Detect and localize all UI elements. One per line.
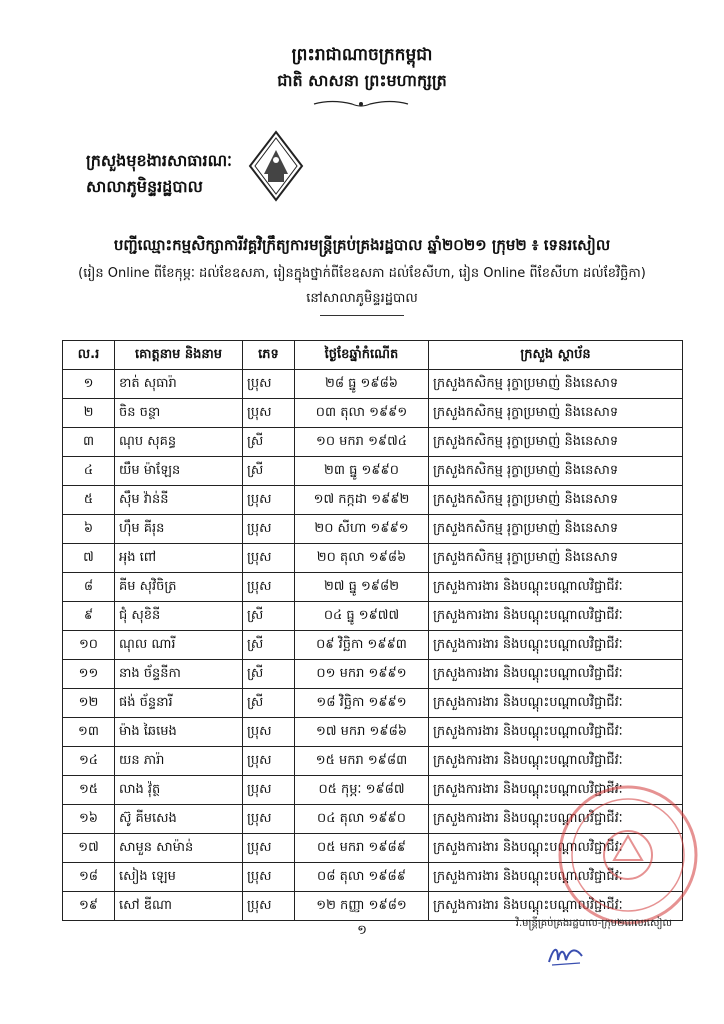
cell-sex: ប្រុស: [243, 863, 295, 892]
file-reference: វិ.មន្ត្រីគ្រប់គ្រងរដ្ឋបាល-ក្រុម២ពេលរសៀល: [515, 918, 672, 929]
table-row: [63, 544, 683, 573]
cell-ministry: ក្រសួងការងារ និងបណ្តុះបណ្តាលវិជ្ជាជីវៈ: [429, 660, 683, 689]
cell-ministry: ក្រសួងការងារ និងបណ្តុះបណ្តាលវិជ្ជាជីវៈ: [429, 689, 683, 718]
cell-ministry: ក្រសួងកសិកម្ម រុក្ខាប្រមាញ់ និងនេសាទ: [429, 428, 683, 457]
table-row: [63, 602, 683, 631]
cell-number: ៣: [63, 428, 115, 457]
cell-name: ហ៊ឹម គីរុន: [115, 515, 243, 544]
table-row: [63, 457, 683, 486]
document-location: នៅសាលាភូមិន្ទរដ្ឋបាល: [306, 291, 418, 306]
cell-name: ស៊ូ គីមសេង: [115, 805, 243, 834]
ornament-divider-icon: [312, 99, 410, 109]
cell-number: ៨: [63, 573, 115, 602]
cell-sex: ប្រុស: [243, 892, 295, 921]
cell-name: លាង វ៉ុត្ថ: [115, 776, 243, 805]
cell-name: ណុប សុគន្ធ: [115, 428, 243, 457]
cell-dob: ០៥ កុម្ភៈ ១៩៨៧: [295, 776, 429, 805]
cell-number: ១៣: [63, 718, 115, 747]
table-row: [63, 660, 683, 689]
cell-number: ៤: [63, 457, 115, 486]
cell-dob: ០៣ តុលា ១៩៩១: [295, 399, 429, 428]
school-name: សាលាភូមិន្ទរដ្ឋបាល: [86, 177, 203, 196]
cell-name: ម៉ាង ឆៃមេង: [115, 718, 243, 747]
cell-number: ១: [63, 370, 115, 399]
cell-number: ៧: [63, 544, 115, 573]
cell-dob: ០១ មករា ១៩៩១: [295, 660, 429, 689]
table-row: [63, 428, 683, 457]
cell-dob: ០៤ តុលា ១៩៩០: [295, 805, 429, 834]
cell-name: សៀង ឡេម: [115, 863, 243, 892]
cell-dob: ២៣ ធ្នូ ១៩៩០: [295, 457, 429, 486]
cell-dob: ១០ មករា ១៩៧៤: [295, 428, 429, 457]
cell-number: ១២: [63, 689, 115, 718]
cell-number: ១០: [63, 631, 115, 660]
cell-ministry: ក្រសួងកសិកម្ម រុក្ខាប្រមាញ់ និងនេសាទ: [429, 457, 683, 486]
cell-sex: ប្រុស: [243, 515, 295, 544]
school-emblem-icon: [248, 130, 304, 202]
col-header-number: ល.រ: [63, 341, 115, 370]
table-row: [63, 370, 683, 399]
cell-ministry: ក្រសួងការងារ និងបណ្តុះបណ្តាលវិជ្ជាជីវៈ: [429, 747, 683, 776]
cell-number: ១៤: [63, 747, 115, 776]
cell-dob: ១២ កញ្ញា ១៩៨១: [295, 892, 429, 921]
table-row: [63, 631, 683, 660]
cell-number: ១៧: [63, 834, 115, 863]
cell-name: ស៊ឹម វ៉ាន់នី: [115, 486, 243, 515]
signature-icon: [546, 942, 586, 968]
cell-number: ៩: [63, 602, 115, 631]
cell-name: នាង ច័ន្ទនីកា: [115, 660, 243, 689]
table-header-row: [63, 341, 683, 370]
cell-name: គីម សុវិចិត្រ: [115, 573, 243, 602]
document-title: បញ្ជីឈ្មោះកម្មសិក្សាការីវគ្គវិក្រឹត្យការមន្ត្រីគ្រប់គ្រងរដ្ឋបាល ឆ្នាំ២០២១ ក្រុម២ ៖ ទេនរសៀល: [113, 236, 611, 254]
col-header-name: គោត្តនាម និងនាម: [115, 341, 243, 370]
cell-ministry: ក្រសួងការងារ និងបណ្តុះបណ្តាលវិជ្ជាជីវៈ: [429, 573, 683, 602]
cell-sex: ប្រុស: [243, 370, 295, 399]
col-header-dob: ថ្ងៃខែឆ្នាំកំណើត: [295, 341, 429, 370]
document-subtitle: (រៀន Online ពីខែកុម្ភៈ ដល់ខែឧសភា, រៀនក្នុងថ្នាក់ពីខែឧសភា ដល់ខែសីហា, រៀន Online ពីខែសីហា ដល់ខែវិច្ឆិកា): [78, 266, 646, 281]
cell-sex: ស្រី: [243, 602, 295, 631]
cell-name: ចិន ចន្ថា: [115, 399, 243, 428]
cell-ministry: ក្រសួងកសិកម្ម រុក្ខាប្រមាញ់ និងនេសាទ: [429, 515, 683, 544]
table-row: [63, 399, 683, 428]
cell-ministry: ក្រសួងការងារ និងបណ្តុះបណ្តាលវិជ្ជាជីវៈ: [429, 834, 683, 863]
cell-ministry: ក្រសួងការងារ និងបណ្តុះបណ្តាលវិជ្ជាជីវៈ: [429, 631, 683, 660]
cell-sex: ប្រុស: [243, 573, 295, 602]
cell-sex: ស្រី: [243, 689, 295, 718]
col-header-sex: ភេទ: [243, 341, 295, 370]
table-row: [63, 747, 683, 776]
cell-name: យន ភារ៉ា: [115, 747, 243, 776]
table-row: [63, 573, 683, 602]
cell-number: ១១: [63, 660, 115, 689]
kingdom-heading: ព្រះរាជាណាចក្រកម្ពុជា: [291, 45, 433, 65]
cell-ministry: ក្រសួងការងារ និងបណ្តុះបណ្តាលវិជ្ជាជីវៈ: [429, 602, 683, 631]
cell-dob: ១៨ វិច្ឆិកា ១៩៩១: [295, 689, 429, 718]
cell-dob: ១៧ មករា ១៩៨៦: [295, 718, 429, 747]
cell-dob: ២០ សីហា ១៩៩១: [295, 515, 429, 544]
col-header-ministry: ក្រសួង ស្ថាប័ន: [429, 341, 683, 370]
table-row: [63, 718, 683, 747]
cell-ministry: ក្រសួងការងារ និងបណ្តុះបណ្តាលវិជ្ជាជីវៈ: [429, 892, 683, 921]
cell-number: ៥: [63, 486, 115, 515]
cell-name: អុង ពៅ: [115, 544, 243, 573]
cell-sex: ប្រុស: [243, 805, 295, 834]
cell-sex: ស្រី: [243, 660, 295, 689]
cell-sex: ស្រី: [243, 457, 295, 486]
cell-number: ១៦: [63, 805, 115, 834]
cell-name: ខាត់ សុធារ៉ា: [115, 370, 243, 399]
cell-ministry: ក្រសួងការងារ និងបណ្តុះបណ្តាលវិជ្ជាជីវៈ: [429, 718, 683, 747]
cell-dob: ១៧ កក្កដា ១៩៩២: [295, 486, 429, 515]
cell-dob: ២០ តុលា ១៩៨៦: [295, 544, 429, 573]
cell-sex: ប្រុស: [243, 486, 295, 515]
cell-dob: ១៥ មករា ១៩៨៣: [295, 747, 429, 776]
table-row: [63, 689, 683, 718]
cell-dob: ០៥ មករា ១៩៨៩: [295, 834, 429, 863]
table-row: [63, 486, 683, 515]
cell-sex: ប្រុស: [243, 718, 295, 747]
title-underline: [320, 315, 404, 316]
cell-dob: ០៩ វិច្ឆិកា ១៩៩៣: [295, 631, 429, 660]
cell-dob: ០៨ តុលា ១៩៨៩: [295, 863, 429, 892]
cell-name: ណុល ណារី: [115, 631, 243, 660]
cell-sex: ស្រី: [243, 428, 295, 457]
cell-ministry: ក្រសួងការងារ និងបណ្តុះបណ្តាលវិជ្ជាជីវៈ: [429, 805, 683, 834]
cell-ministry: ក្រសួងការងារ និងបណ្តុះបណ្តាលវិជ្ជាជីវៈ: [429, 863, 683, 892]
cell-ministry: ក្រសួងកសិកម្ម រុក្ខាប្រមាញ់ និងនេសាទ: [429, 370, 683, 399]
cell-name: យឹម ម៉ាឡែន: [115, 457, 243, 486]
cell-dob: ០៤ ធ្នូ ១៩៧៧: [295, 602, 429, 631]
cell-ministry: ក្រសួងកសិកម្ម រុក្ខាប្រមាញ់ និងនេសាទ: [429, 544, 683, 573]
ministry-block: [86, 148, 232, 200]
cell-number: ១៩: [63, 892, 115, 921]
cell-number: ៦: [63, 515, 115, 544]
cell-number: ១៨: [63, 863, 115, 892]
cell-sex: ប្រុស: [243, 399, 295, 428]
cell-name: សៅ ឌីណា: [115, 892, 243, 921]
cell-ministry: ក្រសួងកសិកម្ម រុក្ខាប្រមាញ់ និងនេសាទ: [429, 399, 683, 428]
ministry-name: ក្រសួងមុខងារសាធារណៈ: [86, 151, 232, 170]
cell-sex: ប្រុស: [243, 544, 295, 573]
cell-name: ជុំ សុខិនី: [115, 602, 243, 631]
cell-sex: ប្រុស: [243, 776, 295, 805]
official-stamp-icon: [515, 780, 698, 930]
cell-dob: ២៨ ធ្នូ ១៩៨៦: [295, 370, 429, 399]
page-number: ១: [357, 923, 367, 938]
table-row: [63, 515, 683, 544]
cell-ministry: ក្រសួងការងារ និងបណ្តុះបណ្តាលវិជ្ជាជីវៈ: [429, 776, 683, 805]
cell-name: ផង់ ច័ន្ទនារី: [115, 689, 243, 718]
cell-sex: ស្រី: [243, 631, 295, 660]
cell-number: ១៥: [63, 776, 115, 805]
cell-sex: ប្រុស: [243, 747, 295, 776]
cell-name: សាមួន សាម៉ាន់: [115, 834, 243, 863]
cell-sex: ប្រុស: [243, 834, 295, 863]
national-motto: ជាតិ សាសនា ព្រះមហាក្សត្រ: [277, 71, 447, 90]
cell-ministry: ក្រសួងកសិកម្ម រុក្ខាប្រមាញ់ និងនេសាទ: [429, 486, 683, 515]
cell-number: ២: [63, 399, 115, 428]
cell-dob: ២៧ ធ្នូ ១៩៨២: [295, 573, 429, 602]
